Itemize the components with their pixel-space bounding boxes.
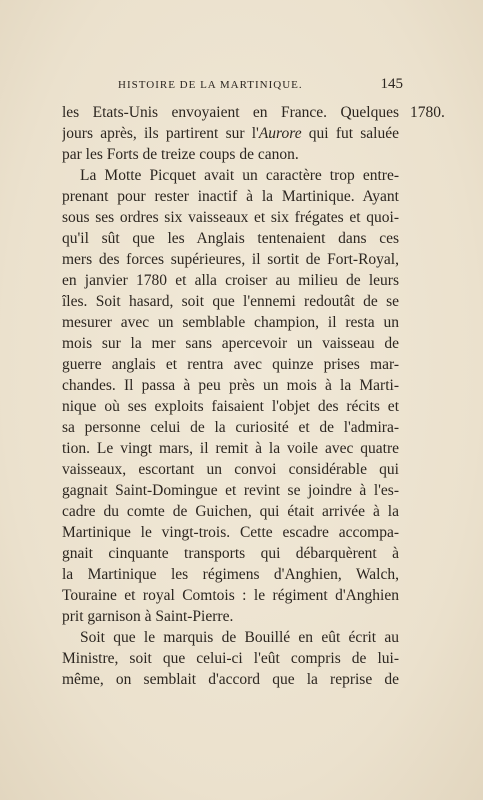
text-line: Touraine et royal Comtois : le régiment d'Anghien	[62, 587, 399, 604]
text-line: en janvier 1780 et alla croiser au milieu de leurs	[62, 272, 399, 289]
text-line: chandes. Il passa à peu près un mois à la Marti-	[62, 377, 399, 394]
text-line: cadre du comte de Guichen, qui était arrivée à la	[62, 503, 399, 520]
text-line: mois sur la mer sans apercevoir un vaisseau de	[62, 335, 399, 352]
text-line: prenant pour rester inactif à la Martinique. Ayant	[62, 188, 399, 205]
text-line: guerre anglais et rentra avec quinze prises mar-	[62, 356, 399, 373]
text-line: gnait cinquante transports qui débarquèrent à	[62, 545, 399, 562]
text-line: mers des forces supérieures, il sortit de Fort-Royal,	[62, 251, 399, 268]
text-line: Soit que le marquis de Bouillé en eût écrit au	[80, 629, 399, 646]
text-line: sa personne celui de la curiosité et de l'admira-	[62, 419, 399, 436]
text-line: Ministre, soit que celui-ci l'eût compris de lui-	[62, 650, 399, 667]
text-line: par les Forts de treize coups de canon.	[62, 146, 299, 163]
text-line: gagnait Saint-Domingue et revint se joindre à l'es-	[62, 482, 399, 499]
text-line: prit garnison à Saint-Pierre.	[62, 608, 234, 625]
text-line: la Martinique les régimens d'Anghien, Walch,	[62, 566, 399, 583]
text-line: qu'il sût que les Anglais tentenaient dans ces	[62, 230, 399, 247]
text-line: jours après, ils partirent sur l'Aurore qui fut saluée	[62, 125, 399, 142]
text-line: même, on semblait d'accord que la reprise de	[62, 671, 399, 688]
text-line: les Etats-Unis envoyaient en France. Quelques	[62, 104, 399, 121]
text-line: Martinique le vingt-trois. Cette escadre accompa-	[62, 524, 399, 541]
text-line: mesurer avec un semblable champion, il resta un	[62, 314, 399, 331]
text-line: La Motte Picquet avait un caractère trop entre-	[80, 167, 399, 184]
running-title: HISTOIRE DE LA MARTINIQUE.	[118, 79, 303, 91]
text-line: tion. Le vingt mars, il remit à la voile avec quatre	[62, 440, 399, 457]
text-line: sous ses ordres six vaisseaux et six frégates et quoi-	[62, 209, 399, 226]
text-line: vaisseaux, escortant un convoi considérable qui	[62, 461, 399, 478]
margin-year-note: 1780.	[410, 104, 445, 121]
text-line: îles. Soit hasard, soit que l'ennemi redoutât de se	[62, 293, 399, 310]
page-header	[118, 76, 403, 96]
ship-name: Aurore	[258, 125, 302, 142]
page-number: 145	[380, 76, 403, 92]
body-text	[62, 102, 399, 690]
text-line: nique où ses exploits faisaient l'objet des récits et	[62, 398, 399, 415]
